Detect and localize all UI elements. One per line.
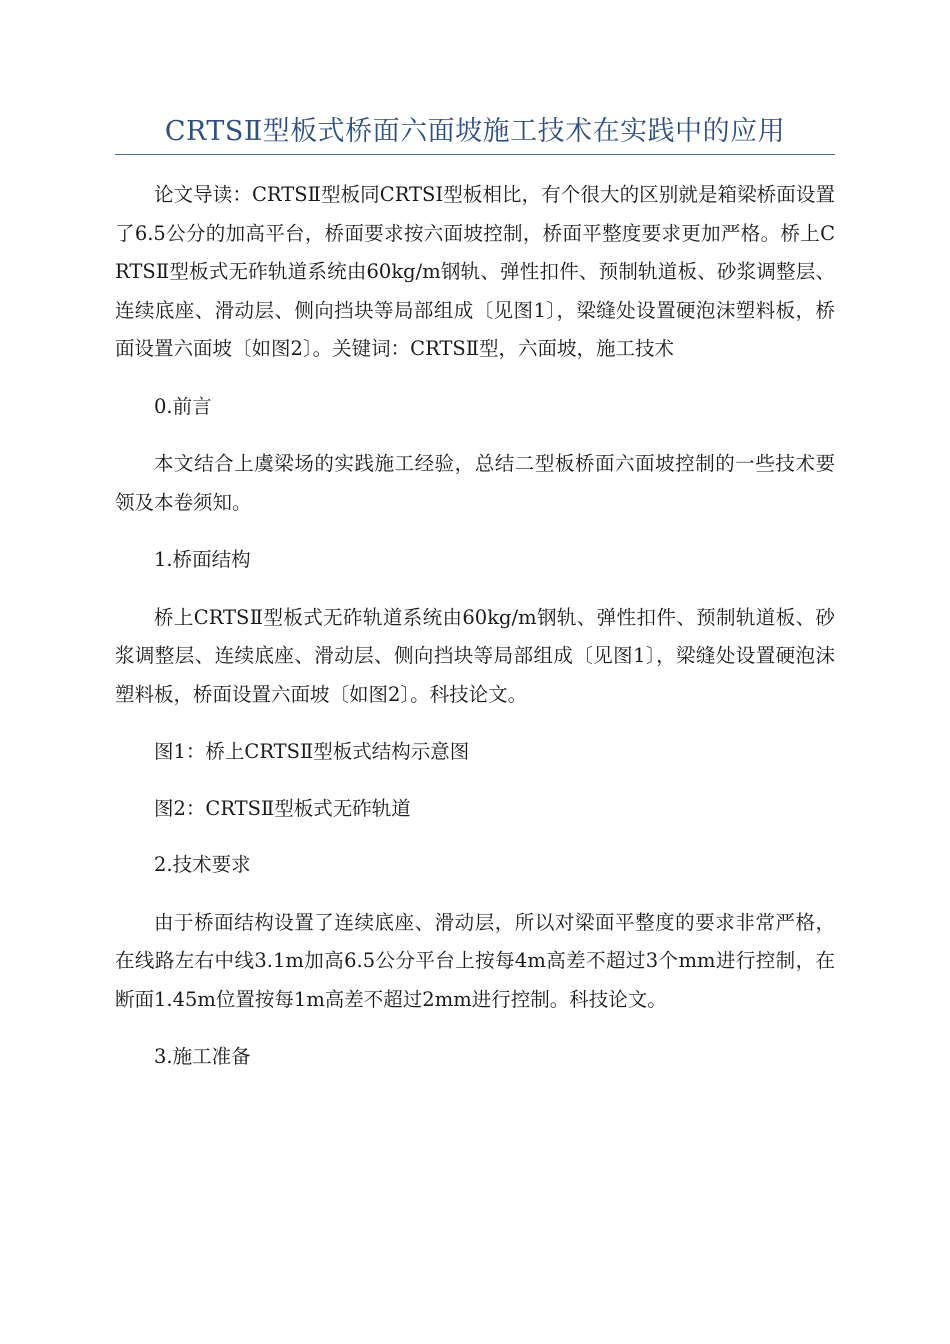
preface-paragraph: 本文结合上虞梁场的实践施工经验，总结二型板桥面六面坡控制的一些技术要领及本卷须知。 xyxy=(115,452,835,514)
title-underline xyxy=(115,154,835,155)
abstract-paragraph: 论文导读：CRTSⅡ型板同CRTSⅠ型板相比，有个很大的区别就是箱梁桥面设置了6.5公分的加高平台，桥面要求按六面坡控制，桥面平整度要求更加严格。桥上CRTSⅡ型板式无砟轨道系统由60kg/m钢轨、弹性扣件、预制轨道板、砂浆调整层、连续底座、滑动层、侧向挡块等局部组成〔见图1〕，梁缝处设置硬泡沫塑料板，桥面设置六面坡〔如图2〕。关键词：CRTSⅡ型，六面坡，施工技术 xyxy=(115,183,835,360)
section-heading-construction-preparation: 3.施工准备 xyxy=(154,1045,251,1068)
document-title: CRTSⅡ型板式桥面六面坡施工技术在实践中的应用 xyxy=(164,116,786,147)
figure-2-caption: 图2：CRTSⅡ型板式无砟轨道 xyxy=(154,796,411,820)
bridge-structure-paragraph: 桥上CRTSⅡ型板式无砟轨道系统由60kg/m钢轨、弹性扣件、预制轨道板、砂浆调整层、连续底座、滑动层、侧向挡块等局部组成〔见图1〕，梁缝处设置硬泡沫塑料板，桥面设置六面坡〔如图2〕。科技论文。 xyxy=(115,605,835,706)
section-heading-bridge-structure: 1.桥面结构 xyxy=(154,548,251,571)
technical-requirements-paragraph: 由于桥面结构设置了连续底座、滑动层，所以对梁面平整度的要求非常严格，在线路左右中线3.1m加高6.5公分平台上按每4m高差不超过3个mm进行控制，在断面1.45m位置按每1m高差不超过2mm进行控制。科技论文。 xyxy=(115,910,835,1011)
section-heading-technical-requirements: 2.技术要求 xyxy=(154,853,251,876)
figure-1-caption: 图1：桥上CRTSⅡ型板式结构示意图 xyxy=(154,740,470,763)
section-heading-preface: 0.前言 xyxy=(154,394,212,418)
document-page xyxy=(115,110,835,1096)
